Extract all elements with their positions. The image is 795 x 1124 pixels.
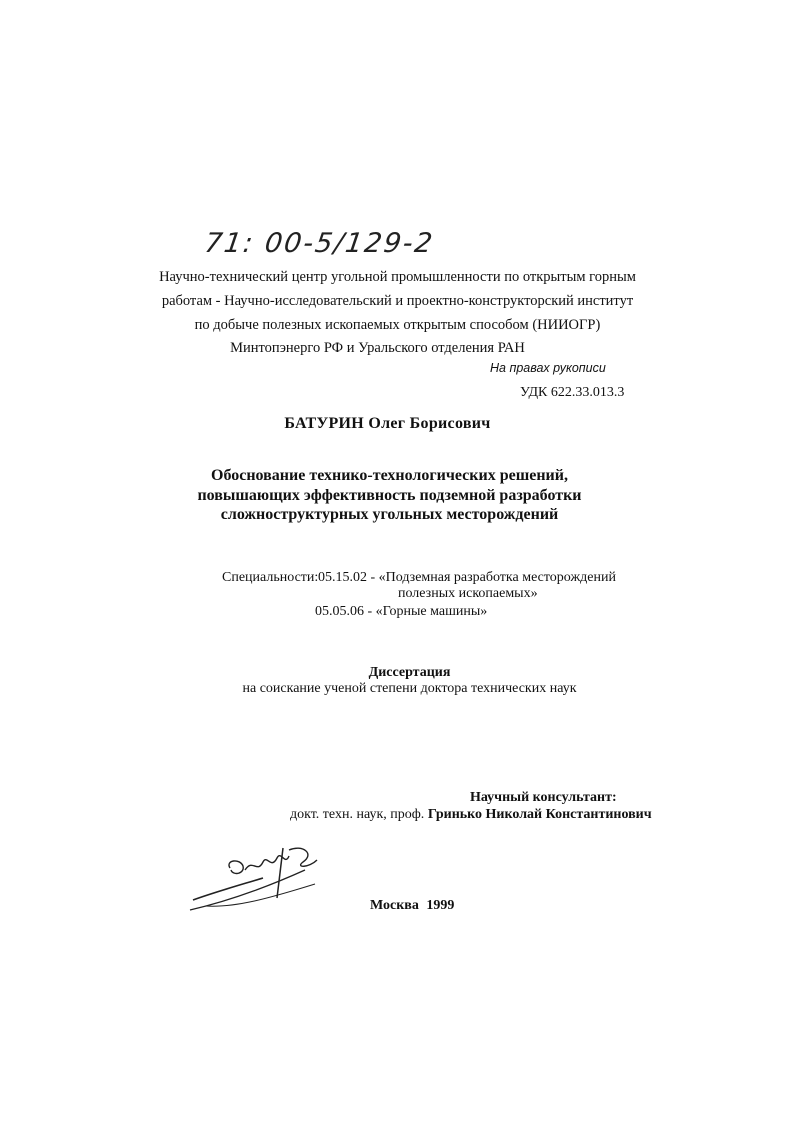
city-year: Москва 1999 (370, 898, 455, 913)
manuscript-rights: На правах рукописи (490, 361, 606, 375)
title-line-2: повышающих эффективность подземной разработки (197, 487, 582, 504)
title-line-1: Обоснование технико-технологических решений, (211, 467, 568, 484)
consultant-credentials: докт. техн. наук, проф. (290, 807, 425, 822)
consultant-name: Гринько Николай Константинович (427, 807, 652, 822)
specialty-1: 05.15.02 - «Подземная разработка месторождений (318, 570, 616, 585)
specialty-2: 05.05.06 - «Горные машины» (315, 604, 488, 619)
author-name: БАТУРИН Олег Борисович (284, 415, 491, 432)
institution-line-2: работам - Научно-исследовательский и проектно-конструкторский институт (161, 293, 634, 309)
institution-line-3: по добыче полезных ископаемых открытым способом (НИИОГР) (194, 317, 601, 333)
title-line-3: сложноструктурных угольных месторождений (220, 506, 559, 523)
udk-code: УДК 622.33.013.3 (520, 385, 625, 400)
specialties-label: Специальности: (222, 570, 319, 585)
consultant-heading: Научный консультант: (470, 790, 617, 805)
dissertation-subtitle: на соискание ученой степени доктора технических наук (242, 681, 577, 696)
archive-number: 71: 00-5/129-2 (202, 228, 437, 259)
consultant-line (290, 807, 652, 823)
specialty-1-cont: полезных ископаемых» (398, 586, 538, 601)
institution-line-1: Научно-технический центр угольной промышленности по открытым горным (159, 269, 636, 285)
dissertation-heading: Диссертация (368, 665, 451, 680)
institution-line-4: Минтопэнерго РФ и Уральского отделения РАН (230, 340, 525, 356)
handwritten-signature (185, 840, 335, 920)
